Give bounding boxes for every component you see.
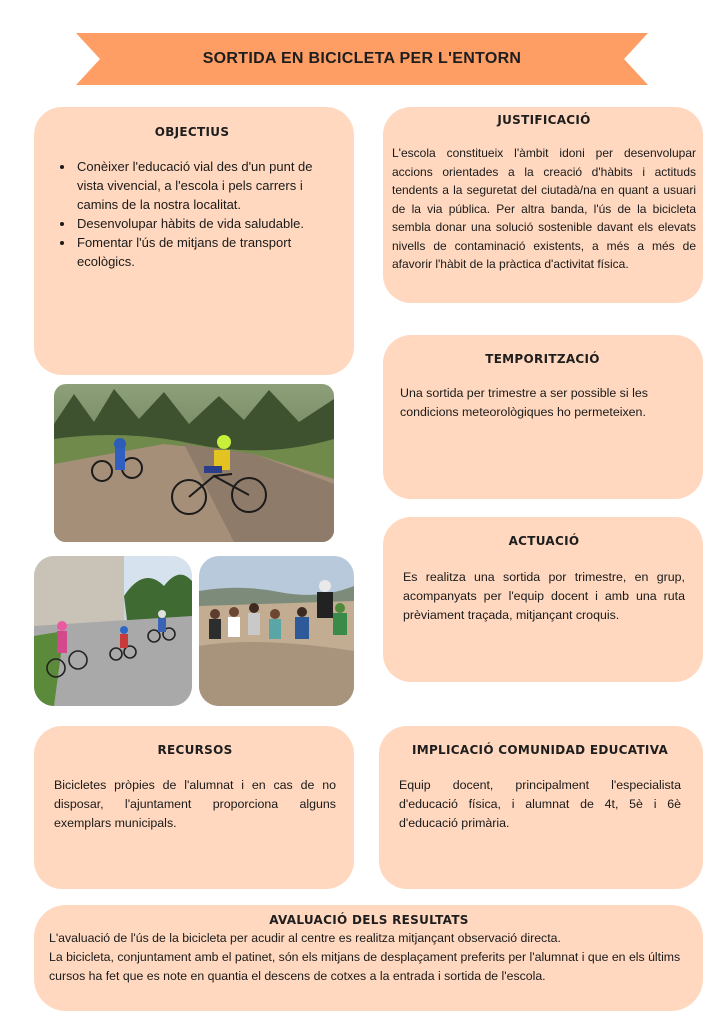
actuacio-text: Es realitza una sortida por trimestre, en grup, acompanyats per l'equip docent i amb una ruta prèviament traçada, mitjançant croquis. — [403, 570, 685, 622]
avaluacio-card — [34, 905, 703, 1011]
page-title: SORTIDA EN BICICLETA PER L'ENTORN — [202, 50, 522, 67]
temporitzacio-heading: TEMPORITZACIÓ — [485, 352, 600, 366]
recursos-heading: RECURSOS — [157, 743, 233, 757]
actuacio-heading: ACTUACIÓ — [508, 534, 580, 548]
recursos-card — [34, 726, 354, 889]
title-banner — [76, 33, 648, 85]
justificacio-text: L'escola constitueix l'àmbit idoni per desenvolupar accions orientades a la creació d'hàbits i actituds tendents a la seguretat del ciutadà/na en quant a usuari de la via pública. Per altra banda, l'ús de la bicicleta sembla donar una solució sostenible davant els elevats nivells de contaminació existents, a més a més de afavorir l'hàbit de la pràctica d'activitat física. — [392, 146, 696, 271]
objectius-list — [54, 157, 330, 271]
list-item: • Fomentar l'ús de mitjans de transport ecològics. — [75, 233, 330, 271]
temporitzacio-card — [383, 335, 703, 499]
photo-forest-trail — [54, 384, 334, 542]
list-item: • Conèixer l'educació vial des d'un punt de vista vivencial, a l'escola i pels carrers i camins de la nostra localitat. — [75, 157, 330, 214]
temporitzacio-text: Una sortida per trimestre a ser possible si les condicions meteorològiques ho permeteixen. — [400, 386, 648, 419]
implicacio-text: Equip docent, principalment l'especialista d'educació física, i alumnat de 4t, 5è i 6è d'educació primària. — [399, 778, 681, 830]
justificacio-card — [383, 107, 703, 303]
actuacio-card — [383, 517, 703, 682]
objectius-heading: OBJECTIUS — [154, 125, 230, 139]
photo-street-group — [34, 556, 192, 706]
avaluacio-heading: AVALUACIÓ DELS RESULTATS — [269, 913, 469, 927]
list-item: • Desenvolupar hàbits de vida saludable. — [75, 214, 330, 233]
photo-group-rocks — [199, 556, 354, 706]
implicacio-card — [379, 726, 703, 889]
justificacio-heading: JUSTIFICACIÓ — [497, 113, 591, 127]
objectius-card — [34, 107, 354, 375]
avaluacio-paragraph: La bicicleta, conjuntament amb el patinet, són els mitjans de desplaçament preferits per l'alumnat i que en els últims cursos ha fet que es note en quantia el descens de cotxes a la entrada i sortida de l'escola. — [49, 950, 681, 983]
avaluacio-paragraph: L'avaluació de l'ús de la bicicleta per acudir al centre es realitza mitjançant observació directa. — [49, 931, 561, 945]
recursos-text: Bicicletes pròpies de l'alumnat i en cas de no disposar, l'ajuntament proporciona alguns exemplars municipals. — [54, 778, 336, 830]
implicacio-heading: IMPLICACIÓ COMUNIDAD EDUCATIVA — [411, 743, 669, 757]
